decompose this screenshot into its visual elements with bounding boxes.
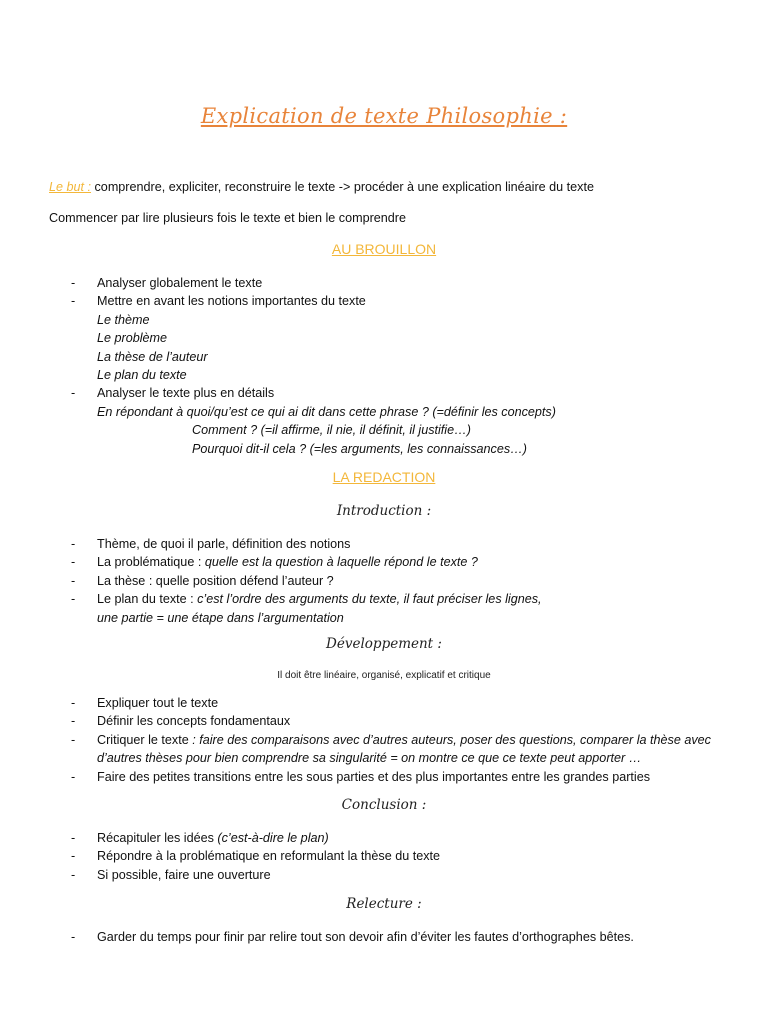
- detail-item: Comment ? (=il affirme, il nie, il définit, il justifie…): [192, 423, 471, 438]
- conclusion-list: [71, 829, 441, 884]
- list-item: - Thème, de quoi il parle, définition des notions: [71, 537, 351, 551]
- brouillon-list: [71, 274, 556, 458]
- list-item-continuation: une partie = une étape dans l’argumentation: [97, 610, 344, 625]
- list-item: - Définir les concepts fondamentaux: [71, 714, 291, 729]
- detail-item: Pourquoi dit-il cela ? (=les arguments, les connaissances…): [192, 441, 527, 456]
- subheading-developpement: Développement :: [326, 636, 442, 652]
- introduction-list: [71, 535, 542, 627]
- but-line: [49, 179, 594, 195]
- detail-item: En répondant à quoi/qu’est ce qui ai dit dans cette phrase ? (=définir les concepts): [97, 404, 556, 419]
- notion-item: Le thème: [97, 312, 150, 327]
- subheading-relecture: Relecture :: [346, 896, 422, 912]
- list-item: - Le plan du texte : c’est l’ordre des arguments du texte, il faut préciser les lignes,: [71, 592, 542, 607]
- relecture-list: [71, 928, 634, 946]
- list-item: - La problématique : quelle est la question à laquelle répond le texte ?: [71, 555, 478, 570]
- list-item: - Récapituler les idées (c’est-à-dire le plan): [71, 831, 329, 845]
- list-item: - Garder du temps pour finir par relire tout son devoir afin d’éviter les fautes d’orthographes bêtes.: [71, 930, 634, 944]
- list-item: - Analyser le texte plus en détails: [71, 386, 275, 401]
- notion-item: La thèse de l’auteur: [97, 349, 208, 364]
- list-item: - Expliquer tout le texte: [71, 696, 219, 710]
- page-title: Explication de texte Philosophie :: [200, 104, 568, 128]
- commencer-line: Commencer par lire plusieurs fois le texte et bien le comprendre: [49, 211, 406, 225]
- developpement-note: Il doit être linéaire, organisé, explicatif et critique: [277, 670, 491, 681]
- list-item: - Analyser globalement le texte: [71, 276, 263, 290]
- list-item: - Mettre en avant les notions importantes du texte: [71, 294, 366, 309]
- but-text: comprendre, expliciter, reconstruire le texte -> procéder à une explication linéaire du texte: [91, 180, 594, 194]
- but-label: Le but :: [49, 180, 92, 194]
- list-item: - Critiquer le texte : faire des comparaisons avec d’autres auteurs, poser des questions, comparer la thèse avec: [71, 732, 711, 747]
- section-heading-brouillon: AU BROUILLON: [331, 241, 437, 257]
- developpement-list: [71, 694, 711, 786]
- notion-item: Le plan du texte: [97, 368, 187, 383]
- notion-item: Le problème: [97, 331, 168, 346]
- section-heading-redaction: LA REDACTION: [332, 469, 436, 485]
- list-item: - Répondre à la problématique en reformulant la thèse du texte: [71, 849, 441, 864]
- list-item: - Si possible, faire une ouverture: [71, 867, 271, 882]
- subheading-conclusion: Conclusion :: [341, 797, 427, 813]
- list-item: - Faire des petites transitions entre les sous parties et des plus importantes entre les grandes parties: [71, 769, 651, 784]
- list-item: - La thèse : quelle position défend l’auteur ?: [71, 573, 334, 588]
- list-item-continuation: d’autres thèses pour bien comprendre sa singularité = on montre ce que ce texte peut apporter …: [97, 751, 642, 766]
- subheading-introduction: Introduction :: [336, 503, 432, 519]
